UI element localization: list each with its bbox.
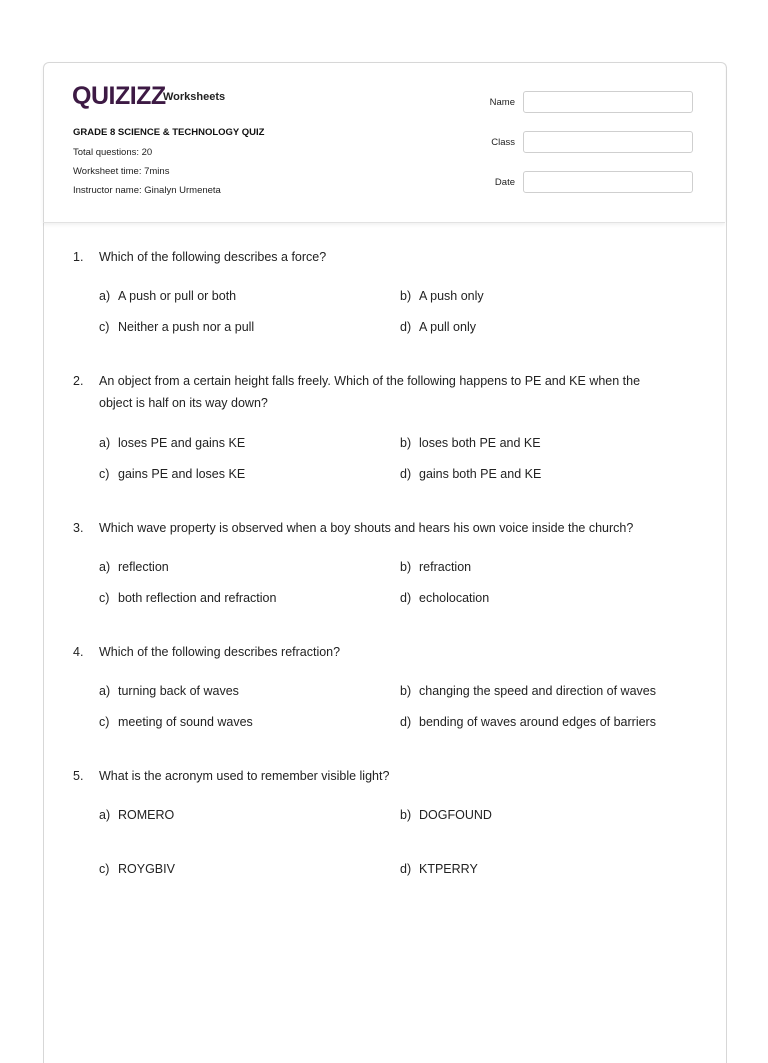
option-letter: d) [400,320,412,334]
option-text: reflection [118,560,169,574]
option-text: A push only [419,289,484,303]
option-letter: c) [99,320,110,334]
name-label: Name [489,97,515,108]
quizizz-logo: QUIZIZZ [72,82,166,110]
option-b [400,684,656,698]
option-letter: d) [400,862,412,876]
question-number: 1. [73,250,84,264]
option-letter: a) [99,684,111,698]
question-text: Which of the following describes refraction? [99,645,341,659]
option-letter: c) [99,591,110,605]
option-text: ROYGBIV [118,862,175,876]
class-label: Class [491,137,515,148]
option-text: turning back of waves [118,684,239,698]
logo-subtitle: Worksheets [163,91,226,103]
name-field[interactable] [523,91,693,113]
option-text: DOGFOUND [419,808,492,822]
option-text: bending of waves around edges of barriers [419,715,656,729]
option-letter: d) [400,591,412,605]
option-letter: d) [400,467,412,481]
quiz-title: GRADE 8 SCIENCE & TECHNOLOGY QUIZ [73,127,265,138]
total-questions: Total questions: 20 [73,147,153,158]
option-text: Neither a push nor a pull [118,320,255,334]
option-text: KTPERRY [419,862,478,876]
option-letter: b) [400,684,412,698]
option-b [400,289,484,303]
option-a [99,684,239,698]
option-text: A push or pull or both [118,289,237,303]
date-field[interactable] [523,171,693,193]
option-text: gains both PE and KE [419,467,542,481]
option-text: loses both PE and KE [419,436,541,450]
option-a [99,560,169,574]
option-letter: b) [400,560,412,574]
question-text: An object from a certain height falls freely. Which of the following happens to PE and KE when the object is half on its way down? [99,374,641,410]
question-text: Which of the following describes a force? [99,250,327,264]
option-letter: a) [99,560,111,574]
option-text: loses PE and gains KE [118,436,246,450]
question-text: Which wave property is observed when a boy shouts and hears his own voice inside the church? [99,521,634,535]
option-a [99,436,245,450]
option-letter: a) [99,436,111,450]
option-d [400,320,476,334]
question-text: What is the acronym used to remember visible light? [99,769,390,783]
worksheet-time: Worksheet time: 7mins [73,166,170,177]
option-letter: a) [99,808,111,822]
option-letter: a) [99,289,111,303]
option-b [400,560,471,574]
option-a [99,808,174,822]
option-text: changing the speed and direction of waves [419,684,656,698]
question-number: 3. [73,521,84,535]
option-d [400,591,489,605]
class-field[interactable] [523,131,693,153]
option-letter: c) [99,862,110,876]
option-text: meeting of sound waves [118,715,253,729]
option-letter: b) [400,436,412,450]
option-b [400,436,541,450]
option-letter: c) [99,715,110,729]
option-d [400,467,541,481]
question-number: 4. [73,645,84,659]
option-c [99,591,276,605]
instructor-name: Instructor name: Ginalyn Urmeneta [73,185,221,196]
option-c [99,715,253,729]
option-b [400,808,492,822]
option-text: gains PE and loses KE [118,467,246,481]
date-label: Date [494,177,515,188]
question-number: 5. [73,769,84,783]
option-d [400,715,656,729]
option-text: A pull only [419,320,476,334]
option-c [99,467,245,481]
option-letter: b) [400,289,412,303]
option-text: echolocation [419,591,490,605]
option-letter: d) [400,715,412,729]
option-d [400,862,478,876]
option-text: both reflection and refraction [118,591,277,605]
option-a [99,289,236,303]
option-letter: b) [400,808,412,822]
option-text: ROMERO [118,808,175,822]
option-c [99,320,254,334]
option-c [99,862,175,876]
option-letter: c) [99,467,110,481]
question-number: 2. [73,374,84,388]
option-text: refraction [419,560,472,574]
